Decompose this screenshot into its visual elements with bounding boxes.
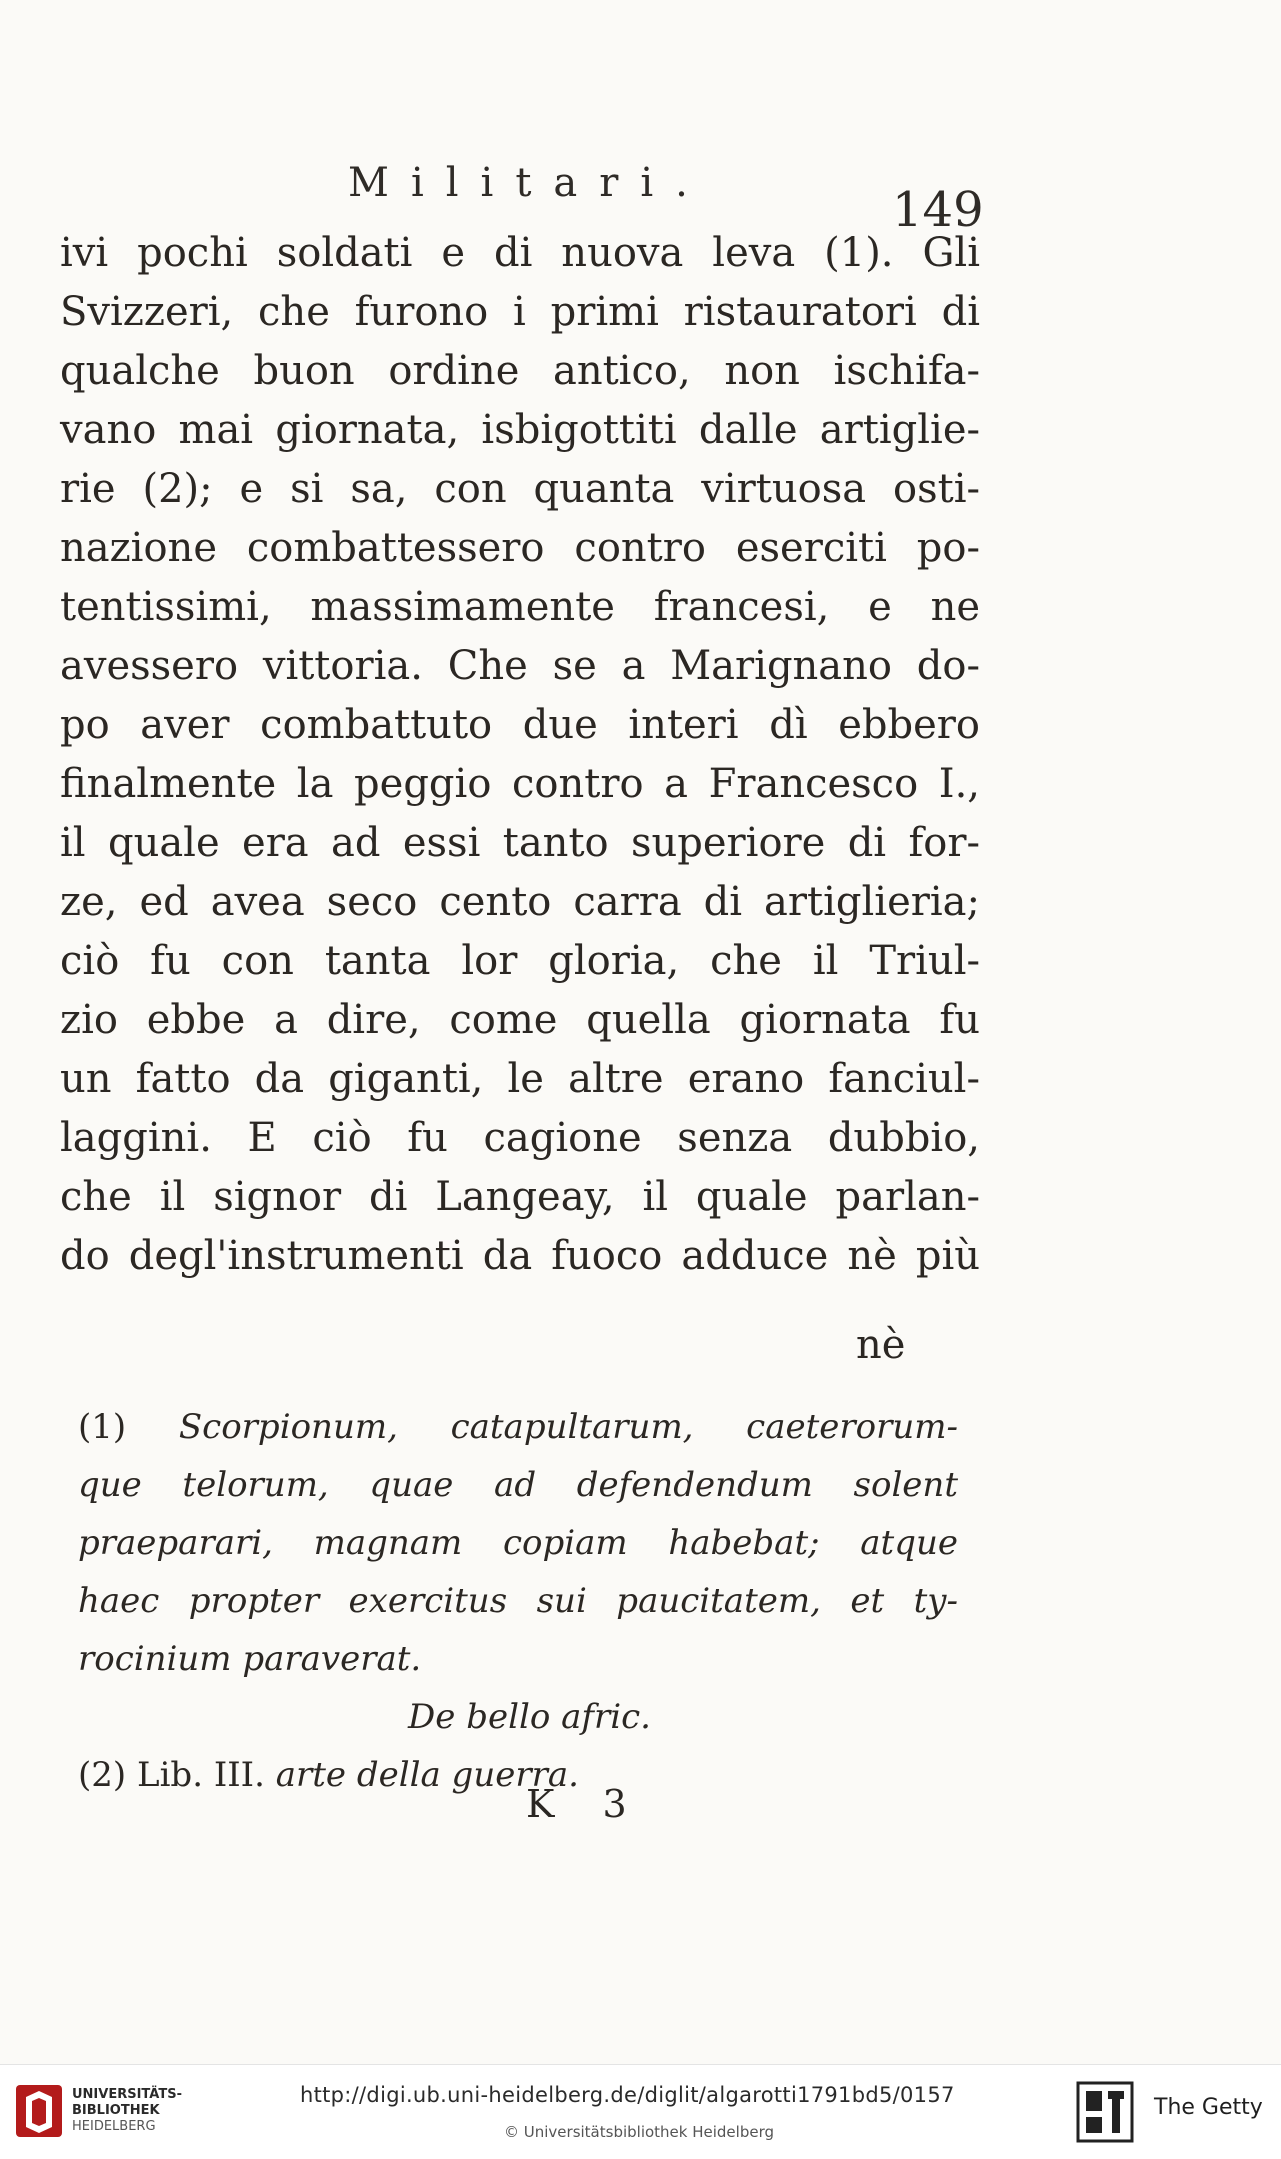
- body-line: avessero vittoria. Che se a Marignano do-: [60, 643, 980, 689]
- body-line: un fatto da giganti, le altre erano fanciul-: [60, 1056, 980, 1102]
- footnote-line: haec propter exercitus sui paucitatem, et ty-: [78, 1581, 958, 1621]
- footnote-marker: (2): [78, 1755, 127, 1795]
- catchword: nè: [856, 1322, 906, 1368]
- body-line: il quale era ad essi tanto superiore di for-: [60, 820, 980, 866]
- footnote-line: [78, 1398, 958, 1456]
- body-line: ciò fu con tanta lor gloria, che il Triul-: [60, 938, 980, 984]
- body-line: finalmente la peggio contro a Francesco I.,: [60, 761, 980, 807]
- library-name-line: BIBLIOTHEK: [72, 2103, 160, 2118]
- body-line: nazione combattessero contro eserciti po-: [60, 525, 980, 571]
- body-line: Svizzeri, che furono i primi ristauratori di: [60, 289, 980, 335]
- body-line: ivi pochi soldati e di nuova leva (1). Gli: [60, 230, 980, 276]
- footnote-2: [78, 1746, 958, 1804]
- getty-logo-icon: [1076, 2081, 1134, 2143]
- library-name-line: HEIDELBERG: [72, 2119, 156, 2134]
- footer-bar: [0, 2064, 1281, 2159]
- body-line: zio ebbe a dire, come quella giornata fu: [60, 997, 980, 1043]
- university-library-logo-icon: [14, 2083, 64, 2139]
- footnote-marker: (1): [78, 1407, 127, 1447]
- footnote-ref: Lib. III.: [136, 1755, 265, 1795]
- footnote-text: arte della guerra.: [275, 1755, 579, 1795]
- page-number: 149: [892, 182, 984, 238]
- footnote-line: [78, 1746, 958, 1804]
- partner-name: The Getty: [1154, 2095, 1263, 2120]
- body-line: do degl'instrumenti da fuoco adduce nè più: [60, 1233, 980, 1279]
- footnotes: [78, 1398, 958, 1804]
- body-line: qualche buon ordine antico, non ischifa-: [60, 348, 980, 394]
- body-line: che il signor di Langeay, il quale parlan-: [60, 1174, 980, 1220]
- body-line: po aver combattuto due interi dì ebbero: [60, 702, 980, 748]
- footnote-line: rocinium paraverat.: [78, 1639, 422, 1679]
- body-line: tentissimi, massimamente francesi, e ne: [60, 584, 980, 630]
- body-text: [60, 224, 980, 1286]
- permalink-url[interactable]: http://digi.ub.uni-heidelberg.de/diglit/algarotti1791bd5/0157: [300, 2083, 955, 2107]
- footnote-source: De bello afric.: [408, 1697, 651, 1737]
- footnote-text: Scorpionum, catapultarum, caeterorum-: [178, 1407, 959, 1447]
- body-line: laggini. E ciò fu cagione senza dubbio,: [60, 1115, 980, 1161]
- footnote-line: praeparari, magnam copiam habebat; atque: [78, 1523, 958, 1563]
- body-line: vano mai giornata, isbigottiti dalle artiglie-: [60, 407, 980, 453]
- footnote-line: que telorum, quae ad defendendum solent: [78, 1465, 958, 1505]
- copyright-notice: © Universitätsbibliothek Heidelberg: [504, 2123, 775, 2141]
- library-name-line: UNIVERSITÄTS-: [72, 2087, 182, 2102]
- body-line: rie (2); e si sa, con quanta virtuosa osti-: [60, 466, 980, 512]
- library-name: [72, 2087, 182, 2135]
- signature-mark: K 3: [526, 1782, 645, 1826]
- footnote-1: [78, 1398, 958, 1746]
- body-line: ze, ed avea seco cento carra di artiglieria;: [60, 879, 980, 925]
- running-head: Militari.: [348, 160, 710, 206]
